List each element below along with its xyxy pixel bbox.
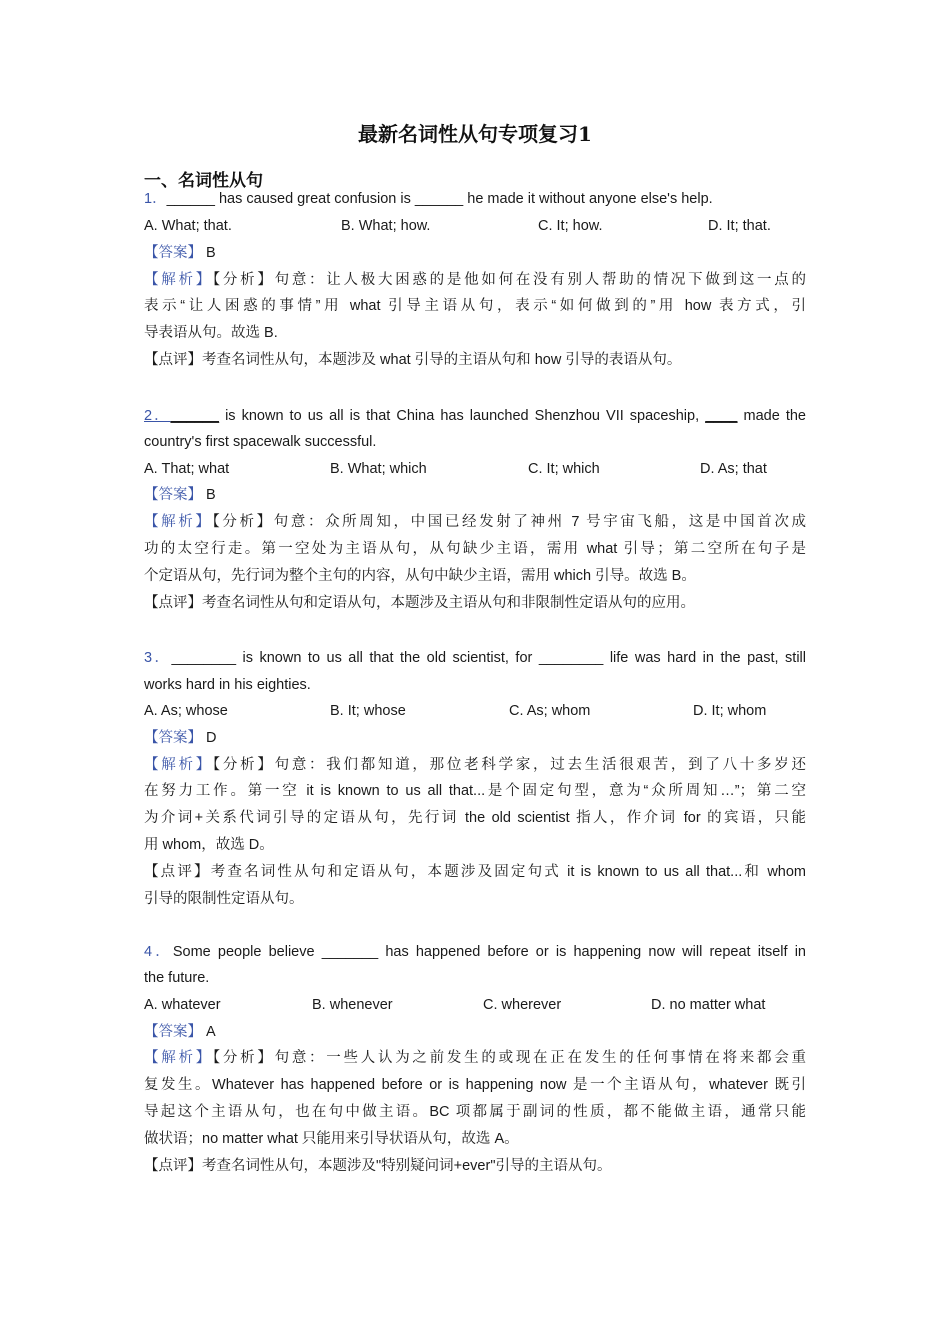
analysis-label: 【解析】 bbox=[144, 272, 213, 288]
question-2-options bbox=[144, 459, 806, 479]
option-d: D. no matter what bbox=[651, 997, 766, 1013]
question-1-answer bbox=[144, 243, 806, 263]
answer-value: A bbox=[206, 1024, 216, 1040]
question-3-stem-line-2: works hard in his eighties. bbox=[144, 677, 311, 693]
question-2-stem-line-2: country's first spacewalk successful. bbox=[144, 434, 377, 450]
question-3-analysis-line-3: 为介词+关系代词引导的定语从句，先行词 the old scientist 指人，作介词 for 的宾语，只能 bbox=[144, 810, 806, 826]
question-4-stem-line-2: the future. bbox=[144, 970, 210, 986]
answer-label: 【答案】 bbox=[144, 487, 202, 503]
option-b: B. It; whose bbox=[330, 703, 406, 719]
question-4-analysis-line-1: 【解析】【分析】句意：一些人认为之前发生的或现在正在发生的任何事情在将来都会重 bbox=[144, 1050, 806, 1066]
answer-value: B bbox=[206, 245, 216, 261]
option-a: A. What; that. bbox=[144, 218, 232, 234]
question-3-analysis-line-4: 用 whom，故选 D。 bbox=[144, 837, 274, 853]
question-2-stem-line-1: 2．______ is known to us all is that China has launched Shenzhou VII spaceship, ____ made the bbox=[144, 408, 806, 424]
question-1-analysis-line-1: 【解析】【分析】句意：让人极大困惑的是他如何在没有别人帮助的情况下做到这一点的 bbox=[144, 272, 806, 288]
analysis-label: 【解析】 bbox=[144, 757, 213, 773]
question-4-analysis-line-3: 导起这个主语从句，也在句中做主语。BC 项都属于副词的性质，都不能做主语，通常只能 bbox=[144, 1104, 806, 1120]
option-b: B. What; how. bbox=[341, 218, 431, 234]
option-a: A. As; whose bbox=[144, 703, 228, 719]
question-3-stem-line-1: 3．________ is known to us all that the old scientist, for ________ life was hard in the past, still bbox=[144, 650, 806, 666]
option-c: C. It; how. bbox=[538, 218, 603, 234]
option-a: A. whatever bbox=[144, 997, 221, 1013]
question-1-stem bbox=[144, 189, 806, 209]
answer-value: B bbox=[206, 487, 216, 503]
question-number: 1． bbox=[144, 191, 167, 207]
option-d: D. It; that. bbox=[708, 218, 771, 234]
question-text: ______ has caused great confusion is ______ he made it without anyone else's help. bbox=[166, 191, 713, 207]
question-2-answer bbox=[144, 485, 806, 505]
blank-1: ______ bbox=[170, 408, 220, 424]
question-3-options bbox=[144, 701, 806, 721]
answer-label: 【答案】 bbox=[144, 245, 202, 261]
question-2-analysis-line-3: 个定语从句，先行词为整个主句的内容，从句中缺少主语，需用 which 引导。故选 B。 bbox=[144, 568, 696, 584]
question-2-analysis-line-2: 功的太空行走。第一空处为主语从句，从句缺少主语，需用 what 引导；第二空所在句子是 bbox=[144, 541, 806, 557]
question-number: 3． bbox=[144, 650, 172, 666]
answer-value: D bbox=[206, 730, 217, 746]
question-1-comment: 【点评】考查名词性从句，本题涉及 what 引导的主语从句和 how 引导的表语从句。 bbox=[144, 352, 682, 368]
question-3-comment-line-1: 【点评】考查名词性从句和定语从句，本题涉及固定句式 it is known to us all that...和 whom bbox=[144, 864, 806, 880]
question-2-comment: 【点评】考查名词性从句和定语从句，本题涉及主语从句和非限制性定语从句的应用。 bbox=[144, 595, 695, 611]
question-number-link[interactable]: 2． bbox=[144, 408, 171, 424]
page-title: 最新名词性从句专项复习1 bbox=[358, 122, 592, 146]
section-heading: 一、名词性从句 bbox=[144, 171, 263, 190]
question-4-stem-line-1: 4．Some people believe _______ has happened before or is happening now will repeat itself in bbox=[144, 944, 806, 960]
question-3-comment-line-2: 引导的限制性定语从句。 bbox=[144, 891, 304, 907]
question-1-analysis-line-3: 导表语从句。故选 B. bbox=[144, 325, 278, 341]
question-3-analysis-line-1: 【解析】【分析】句意：我们都知道，那位老科学家，过去生活很艰苦，到了八十多岁还 bbox=[144, 757, 806, 773]
question-4-options bbox=[144, 995, 806, 1015]
question-2-analysis-line-1: 【解析】【分析】句意：众所周知，中国已经发射了神州 7 号宇宙飞船，这是中国首次成 bbox=[144, 514, 807, 530]
analysis-label: 【解析】 bbox=[144, 514, 213, 530]
question-4-analysis-line-4: 做状语；no matter what 只能用来引导状语从句，故选 A。 bbox=[144, 1131, 519, 1147]
question-4-comment: 【点评】考查名词性从句，本题涉及"特别疑问词+ever"引导的主语从句。 bbox=[144, 1158, 612, 1174]
option-c: C. It; which bbox=[528, 461, 600, 477]
question-number: 4． bbox=[144, 944, 173, 960]
option-c: C. As; whom bbox=[509, 703, 591, 719]
option-a: A. That; what bbox=[144, 461, 230, 477]
option-d: D. As; that bbox=[700, 461, 767, 477]
option-b: B. whenever bbox=[312, 997, 393, 1013]
blank-2: ____ bbox=[705, 408, 738, 424]
answer-label: 【答案】 bbox=[144, 730, 202, 746]
analysis-label: 【解析】 bbox=[144, 1050, 213, 1066]
question-3-analysis-line-2: 在努力工作。第一空 it is known to us all that...是个固定句型，意为“众所周知…”；第二空 bbox=[144, 783, 806, 799]
question-1-analysis-line-2: 表示“让人困惑的事情”用 what 引导主语从句，表示“如何做到的”用 how 表方式，引 bbox=[144, 298, 806, 314]
option-d: D. It; whom bbox=[693, 703, 767, 719]
option-b: B. What; which bbox=[330, 461, 427, 477]
option-c: C. wherever bbox=[483, 997, 562, 1013]
question-4-analysis-line-2: 复发生。Whatever has happened before or is happening now 是一个主语从句，whatever 既引 bbox=[144, 1077, 806, 1093]
question-4-answer bbox=[144, 1022, 806, 1042]
answer-label: 【答案】 bbox=[144, 1024, 202, 1040]
question-1-options bbox=[144, 216, 806, 236]
question-3-answer bbox=[144, 728, 806, 748]
